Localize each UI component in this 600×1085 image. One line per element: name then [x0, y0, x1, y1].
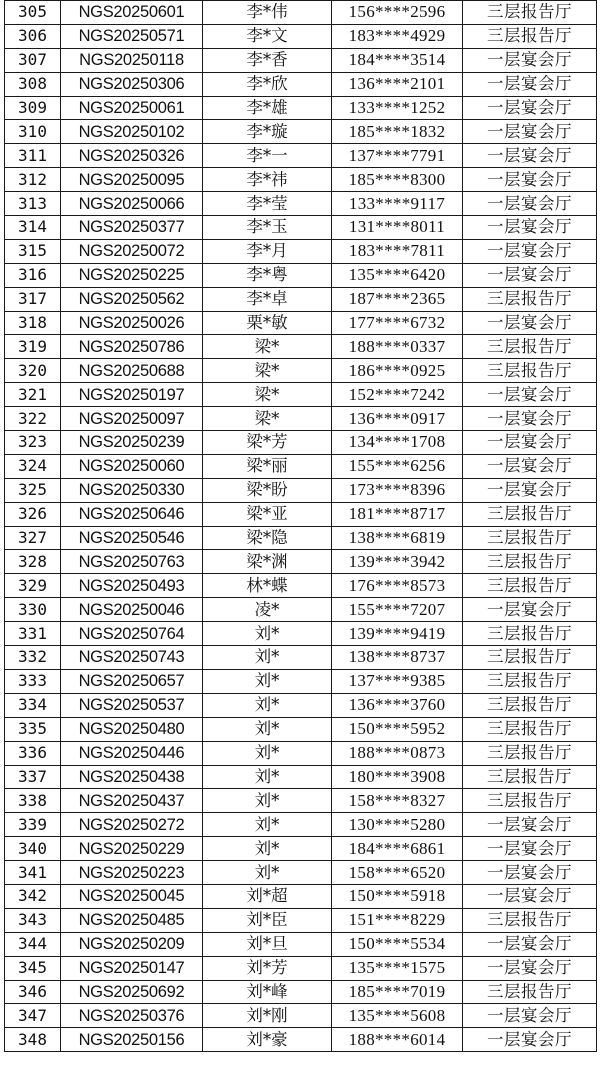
phone-number-cell: 183****4929: [332, 24, 463, 48]
phone-number-cell: 155****7207: [332, 598, 463, 622]
venue-hall-cell: 三层报告厅: [463, 693, 597, 717]
phone-number-cell: 133****9117: [332, 192, 463, 216]
registration-code-cell: NGS20250571: [61, 24, 203, 48]
phone-number-cell: 158****6520: [332, 861, 463, 885]
attendee-name-cell: 栗*敏: [203, 311, 332, 335]
venue-hall-cell: 一层宴会厅: [463, 168, 597, 192]
row-number-cell: 347: [5, 1004, 61, 1028]
phone-number-cell: 136****3760: [332, 693, 463, 717]
venue-hall-cell: 一层宴会厅: [463, 956, 597, 980]
table-row: [5, 717, 597, 741]
attendee-name-cell: 刘*: [203, 646, 332, 670]
row-number-cell: 306: [5, 24, 61, 48]
phone-number-cell: 139****9419: [332, 622, 463, 646]
table-row: [5, 120, 597, 144]
phone-number-cell: 183****7811: [332, 239, 463, 263]
venue-hall-cell: 三层报告厅: [463, 765, 597, 789]
attendee-name-cell: 梁*: [203, 407, 332, 431]
row-number-cell: 337: [5, 765, 61, 789]
row-number-cell: 326: [5, 502, 61, 526]
phone-number-cell: 150****5918: [332, 884, 463, 908]
table-row: [5, 526, 597, 550]
row-number-cell: 340: [5, 837, 61, 861]
table-row: [5, 216, 597, 240]
venue-hall-cell: 三层报告厅: [463, 741, 597, 765]
registration-code-cell: NGS20250061: [61, 96, 203, 120]
attendee-table: [4, 0, 597, 1052]
venue-hall-cell: 一层宴会厅: [463, 72, 597, 96]
attendee-name-cell: 李*文: [203, 24, 332, 48]
attendee-name-cell: 凌*: [203, 598, 332, 622]
phone-number-cell: 136****2101: [332, 72, 463, 96]
phone-number-cell: 135****1575: [332, 956, 463, 980]
phone-number-cell: 158****8327: [332, 789, 463, 813]
table-row: [5, 884, 597, 908]
registration-code-cell: NGS20250537: [61, 693, 203, 717]
registration-code-cell: NGS20250095: [61, 168, 203, 192]
row-number-cell: 331: [5, 622, 61, 646]
phone-number-cell: 133****1252: [332, 96, 463, 120]
attendee-name-cell: 刘*: [203, 622, 332, 646]
venue-hall-cell: 一层宴会厅: [463, 311, 597, 335]
table-row: [5, 550, 597, 574]
attendee-name-cell: 梁*渊: [203, 550, 332, 574]
row-number-cell: 334: [5, 693, 61, 717]
venue-hall-cell: 三层报告厅: [463, 550, 597, 574]
row-number-cell: 342: [5, 884, 61, 908]
attendee-name-cell: 刘*旦: [203, 932, 332, 956]
phone-number-cell: 180****3908: [332, 765, 463, 789]
table-row: [5, 407, 597, 431]
attendee-name-cell: 梁*: [203, 383, 332, 407]
row-number-cell: 310: [5, 120, 61, 144]
phone-number-cell: 181****8717: [332, 502, 463, 526]
registration-code-cell: NGS20250657: [61, 669, 203, 693]
phone-number-cell: 151****8229: [332, 908, 463, 932]
attendee-name-cell: 李*粤: [203, 263, 332, 287]
row-number-cell: 309: [5, 96, 61, 120]
table-row: [5, 646, 597, 670]
registration-code-cell: NGS20250239: [61, 431, 203, 455]
table-row: [5, 24, 597, 48]
row-number-cell: 341: [5, 861, 61, 885]
phone-number-cell: 155****6256: [332, 454, 463, 478]
attendee-name-cell: 李*卓: [203, 287, 332, 311]
registration-code-cell: NGS20250438: [61, 765, 203, 789]
registration-code-cell: NGS20250306: [61, 72, 203, 96]
row-number-cell: 335: [5, 717, 61, 741]
phone-number-cell: 185****7019: [332, 980, 463, 1004]
attendee-name-cell: 刘*: [203, 813, 332, 837]
phone-number-cell: 135****6420: [332, 263, 463, 287]
table-row: [5, 263, 597, 287]
venue-hall-cell: 三层报告厅: [463, 574, 597, 598]
registration-code-cell: NGS20250102: [61, 120, 203, 144]
venue-hall-cell: 三层报告厅: [463, 622, 597, 646]
registration-code-cell: NGS20250272: [61, 813, 203, 837]
phone-number-cell: 131****8011: [332, 216, 463, 240]
registration-code-cell: NGS20250225: [61, 263, 203, 287]
venue-hall-cell: 三层报告厅: [463, 24, 597, 48]
phone-number-cell: 184****3514: [332, 48, 463, 72]
venue-hall-cell: 三层报告厅: [463, 717, 597, 741]
phone-number-cell: 176****8573: [332, 574, 463, 598]
row-number-cell: 325: [5, 478, 61, 502]
registration-code-cell: NGS20250026: [61, 311, 203, 335]
registration-code-cell: NGS20250156: [61, 1028, 203, 1052]
row-number-cell: 317: [5, 287, 61, 311]
row-number-cell: 321: [5, 383, 61, 407]
attendee-name-cell: 李*玉: [203, 216, 332, 240]
attendee-name-cell: 梁*丽: [203, 454, 332, 478]
row-number-cell: 308: [5, 72, 61, 96]
venue-hall-cell: 三层报告厅: [463, 980, 597, 1004]
table-row: [5, 598, 597, 622]
table-row: [5, 1028, 597, 1052]
phone-number-cell: 185****1832: [332, 120, 463, 144]
phone-number-cell: 135****5608: [332, 1004, 463, 1028]
table-row: [5, 335, 597, 359]
phone-number-cell: 139****3942: [332, 550, 463, 574]
table-row: [5, 311, 597, 335]
table-row: [5, 622, 597, 646]
attendee-name-cell: 刘*超: [203, 884, 332, 908]
venue-hall-cell: 三层报告厅: [463, 1, 597, 25]
attendee-name-cell: 刘*刚: [203, 1004, 332, 1028]
attendee-name-cell: 梁*隐: [203, 526, 332, 550]
attendee-name-cell: 刘*: [203, 717, 332, 741]
venue-hall-cell: 一层宴会厅: [463, 478, 597, 502]
attendee-name-cell: 刘*豪: [203, 1028, 332, 1052]
row-number-cell: 311: [5, 144, 61, 168]
phone-number-cell: 137****9385: [332, 669, 463, 693]
registration-code-cell: NGS20250493: [61, 574, 203, 598]
registration-code-cell: NGS20250197: [61, 383, 203, 407]
attendee-name-cell: 刘*: [203, 741, 332, 765]
venue-hall-cell: 一层宴会厅: [463, 837, 597, 861]
registration-code-cell: NGS20250480: [61, 717, 203, 741]
registration-code-cell: NGS20250326: [61, 144, 203, 168]
phone-number-cell: 188****0337: [332, 335, 463, 359]
attendee-name-cell: 梁*盼: [203, 478, 332, 502]
phone-number-cell: 185****8300: [332, 168, 463, 192]
venue-hall-cell: 三层报告厅: [463, 646, 597, 670]
phone-number-cell: 150****5952: [332, 717, 463, 741]
table-row: [5, 454, 597, 478]
registration-code-cell: NGS20250743: [61, 646, 203, 670]
row-number-cell: 323: [5, 431, 61, 455]
phone-number-cell: 136****0917: [332, 407, 463, 431]
row-number-cell: 333: [5, 669, 61, 693]
phone-number-cell: 134****1708: [332, 431, 463, 455]
attendee-name-cell: 林*蝶: [203, 574, 332, 598]
registration-code-cell: NGS20250072: [61, 239, 203, 263]
registration-code-cell: NGS20250692: [61, 980, 203, 1004]
registration-code-cell: NGS20250045: [61, 884, 203, 908]
phone-number-cell: 152****7242: [332, 383, 463, 407]
row-number-cell: 328: [5, 550, 61, 574]
registration-code-cell: NGS20250097: [61, 407, 203, 431]
table-row: [5, 813, 597, 837]
table-row: [5, 239, 597, 263]
row-number-cell: 329: [5, 574, 61, 598]
registration-code-cell: NGS20250060: [61, 454, 203, 478]
registration-code-cell: NGS20250229: [61, 837, 203, 861]
venue-hall-cell: 三层报告厅: [463, 359, 597, 383]
row-number-cell: 343: [5, 908, 61, 932]
venue-hall-cell: 一层宴会厅: [463, 1004, 597, 1028]
registration-code-cell: NGS20250118: [61, 48, 203, 72]
attendee-name-cell: 梁*亚: [203, 502, 332, 526]
attendee-name-cell: 刘*: [203, 765, 332, 789]
phone-number-cell: 156****2596: [332, 1, 463, 25]
table-row: [5, 789, 597, 813]
table-row: [5, 359, 597, 383]
attendee-name-cell: 李*雄: [203, 96, 332, 120]
table-row: [5, 1004, 597, 1028]
venue-hall-cell: 三层报告厅: [463, 502, 597, 526]
venue-hall-cell: 一层宴会厅: [463, 144, 597, 168]
row-number-cell: 339: [5, 813, 61, 837]
row-number-cell: 324: [5, 454, 61, 478]
table-row: [5, 502, 597, 526]
table-row: [5, 287, 597, 311]
phone-number-cell: 173****8396: [332, 478, 463, 502]
table-row: [5, 383, 597, 407]
registration-code-cell: NGS20250330: [61, 478, 203, 502]
table-row: [5, 932, 597, 956]
attendee-name-cell: 李*一: [203, 144, 332, 168]
row-number-cell: 305: [5, 1, 61, 25]
registration-code-cell: NGS20250786: [61, 335, 203, 359]
table-row: [5, 693, 597, 717]
venue-hall-cell: 一层宴会厅: [463, 239, 597, 263]
registration-code-cell: NGS20250764: [61, 622, 203, 646]
phone-number-cell: 188****0873: [332, 741, 463, 765]
attendee-name-cell: 刘*芳: [203, 956, 332, 980]
table-row: [5, 96, 597, 120]
registration-code-cell: NGS20250376: [61, 1004, 203, 1028]
row-number-cell: 322: [5, 407, 61, 431]
venue-hall-cell: 一层宴会厅: [463, 48, 597, 72]
row-number-cell: 338: [5, 789, 61, 813]
phone-number-cell: 150****5534: [332, 932, 463, 956]
attendee-name-cell: 梁*芳: [203, 431, 332, 455]
row-number-cell: 348: [5, 1028, 61, 1052]
registration-code-cell: NGS20250209: [61, 932, 203, 956]
registration-code-cell: NGS20250485: [61, 908, 203, 932]
row-number-cell: 330: [5, 598, 61, 622]
registration-code-cell: NGS20250646: [61, 502, 203, 526]
table-row: [5, 1, 597, 25]
table-row: [5, 48, 597, 72]
table-row: [5, 741, 597, 765]
phone-number-cell: 188****6014: [332, 1028, 463, 1052]
table-row: [5, 574, 597, 598]
registration-code-cell: NGS20250763: [61, 550, 203, 574]
table-row: [5, 956, 597, 980]
attendee-name-cell: 梁*: [203, 359, 332, 383]
venue-hall-cell: 一层宴会厅: [463, 216, 597, 240]
registration-code-cell: NGS20250601: [61, 1, 203, 25]
venue-hall-cell: 一层宴会厅: [463, 884, 597, 908]
table-row: [5, 765, 597, 789]
venue-hall-cell: 三层报告厅: [463, 669, 597, 693]
attendee-name-cell: 李*祎: [203, 168, 332, 192]
registration-code-cell: NGS20250046: [61, 598, 203, 622]
table-row: [5, 908, 597, 932]
attendee-name-cell: 刘*: [203, 789, 332, 813]
attendee-name-cell: 李*欣: [203, 72, 332, 96]
row-number-cell: 307: [5, 48, 61, 72]
venue-hall-cell: 一层宴会厅: [463, 383, 597, 407]
row-number-cell: 336: [5, 741, 61, 765]
row-number-cell: 315: [5, 239, 61, 263]
venue-hall-cell: 一层宴会厅: [463, 192, 597, 216]
phone-number-cell: 184****6861: [332, 837, 463, 861]
row-number-cell: 312: [5, 168, 61, 192]
venue-hall-cell: 一层宴会厅: [463, 263, 597, 287]
row-number-cell: 327: [5, 526, 61, 550]
phone-number-cell: 177****6732: [332, 311, 463, 335]
attendee-name-cell: 李*香: [203, 48, 332, 72]
registration-code-cell: NGS20250066: [61, 192, 203, 216]
row-number-cell: 318: [5, 311, 61, 335]
phone-number-cell: 138****8737: [332, 646, 463, 670]
row-number-cell: 332: [5, 646, 61, 670]
venue-hall-cell: 三层报告厅: [463, 908, 597, 932]
registration-code-cell: NGS20250546: [61, 526, 203, 550]
attendee-name-cell: 李*璇: [203, 120, 332, 144]
table-row: [5, 144, 597, 168]
venue-hall-cell: 一层宴会厅: [463, 813, 597, 837]
table-row: [5, 861, 597, 885]
table-row: [5, 192, 597, 216]
phone-number-cell: 130****5280: [332, 813, 463, 837]
attendee-table-body: [5, 1, 597, 1052]
registration-code-cell: NGS20250688: [61, 359, 203, 383]
venue-hall-cell: 三层报告厅: [463, 335, 597, 359]
row-number-cell: 319: [5, 335, 61, 359]
table-row: [5, 168, 597, 192]
table-row: [5, 72, 597, 96]
row-number-cell: 314: [5, 216, 61, 240]
attendee-name-cell: 刘*: [203, 837, 332, 861]
row-number-cell: 320: [5, 359, 61, 383]
venue-hall-cell: 三层报告厅: [463, 287, 597, 311]
registration-code-cell: NGS20250437: [61, 789, 203, 813]
row-number-cell: 344: [5, 932, 61, 956]
venue-hall-cell: 一层宴会厅: [463, 454, 597, 478]
attendee-name-cell: 刘*峰: [203, 980, 332, 1004]
registration-code-cell: NGS20250562: [61, 287, 203, 311]
phone-number-cell: 187****2365: [332, 287, 463, 311]
table-row: [5, 669, 597, 693]
venue-hall-cell: 一层宴会厅: [463, 598, 597, 622]
table-row: [5, 837, 597, 861]
registration-code-cell: NGS20250377: [61, 216, 203, 240]
phone-number-cell: 138****6819: [332, 526, 463, 550]
attendee-name-cell: 刘*: [203, 861, 332, 885]
attendee-name-cell: 刘*: [203, 669, 332, 693]
attendee-name-cell: 刘*: [203, 693, 332, 717]
venue-hall-cell: 一层宴会厅: [463, 407, 597, 431]
attendee-name-cell: 梁*: [203, 335, 332, 359]
table-row: [5, 980, 597, 1004]
registration-code-cell: NGS20250223: [61, 861, 203, 885]
phone-number-cell: 186****0925: [332, 359, 463, 383]
registration-code-cell: NGS20250147: [61, 956, 203, 980]
row-number-cell: 345: [5, 956, 61, 980]
venue-hall-cell: 一层宴会厅: [463, 932, 597, 956]
attendee-name-cell: 刘*臣: [203, 908, 332, 932]
venue-hall-cell: 三层报告厅: [463, 526, 597, 550]
phone-number-cell: 137****7791: [332, 144, 463, 168]
venue-hall-cell: 一层宴会厅: [463, 96, 597, 120]
row-number-cell: 316: [5, 263, 61, 287]
venue-hall-cell: 三层报告厅: [463, 789, 597, 813]
venue-hall-cell: 一层宴会厅: [463, 861, 597, 885]
row-number-cell: 346: [5, 980, 61, 1004]
attendee-name-cell: 李*月: [203, 239, 332, 263]
venue-hall-cell: 一层宴会厅: [463, 120, 597, 144]
attendee-name-cell: 李*伟: [203, 1, 332, 25]
registration-code-cell: NGS20250446: [61, 741, 203, 765]
table-row: [5, 431, 597, 455]
table-row: [5, 478, 597, 502]
venue-hall-cell: 一层宴会厅: [463, 431, 597, 455]
venue-hall-cell: 一层宴会厅: [463, 1028, 597, 1052]
attendee-name-cell: 李*莹: [203, 192, 332, 216]
row-number-cell: 313: [5, 192, 61, 216]
